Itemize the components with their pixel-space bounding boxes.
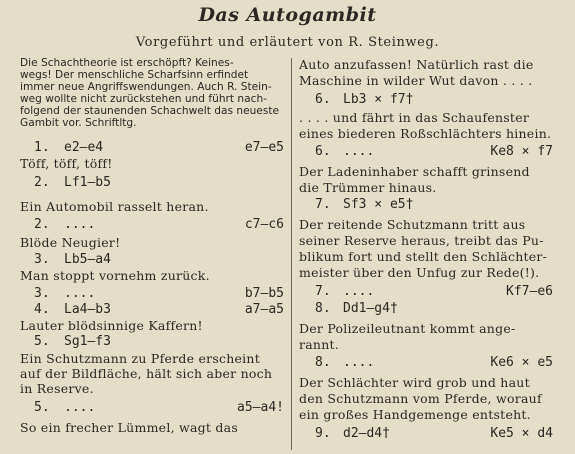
comment-line: Auto anzufassen! Natürlich rast die [299,57,534,72]
comment-line: auf der Bildfläche, hält sich aber noch [20,366,273,381]
byline: Vorgeführt und erläutert von R. Steinweg. [135,35,440,50]
comment-line: meister über den Unfug zur Rede(!). [299,265,540,280]
move-number: 5. [34,334,50,349]
white-move: .... [64,286,96,301]
move-number: 9. [315,426,331,441]
move-number: 3. [34,286,50,301]
move-number: 2. [34,217,50,232]
comment-line: seiner Reserve heraus, treibt das Pu- [299,233,544,248]
comment-line: in Reserve. [20,381,94,396]
comment-line: Man stoppt vornehm zurück. [20,268,210,283]
move-number: 6. [315,144,331,159]
comment-line: ein großes Handgemenge entsteht. [299,407,531,422]
intro-line: weg wollte nicht zurückstehen und führt nach- [20,93,267,105]
white-move: .... [64,400,96,415]
white-move: d2—d4† [343,426,390,441]
comment-line: Der Ladeninhaber schafft grinsend [299,164,530,179]
comment-line: . . . . und fährt in das Schaufenster [299,110,530,125]
comment-line: Blöde Neugier! [20,235,121,250]
comment-line: Der Polizeileutnant kommt ange- [299,321,516,336]
move-number: 1. [34,140,50,155]
black-move: c7—c6 [244,217,284,232]
white-move: La4—b3 [64,302,111,317]
move-number: 8. [315,301,331,316]
white-move: Sg1—f3 [64,334,111,349]
article-title: Das Autogambit [198,4,377,26]
move-number: 5. [34,400,50,415]
white-move: .... [64,217,96,232]
white-move: Lb3 × f7† [343,92,414,107]
black-move: Kf7—e6 [506,284,553,299]
column-divider [291,58,292,450]
comment-line: Ein Automobil rasselt heran. [20,199,209,214]
intro-line: immer neue Angriffswendungen. Auch R. Stein- [20,81,272,93]
white-move: Sf3 × e5† [343,197,414,212]
comment-line: Töff, töff, töff! [20,156,113,171]
comment-line: blikum fort und stellt den Schlächter- [299,249,548,264]
white-move: Lb5—a4 [64,252,111,267]
move-number: 7. [315,197,331,212]
comment-line: eines biederen Roßschlächters hinein. [299,126,552,141]
move-number: 2. [34,175,50,190]
black-move: Ke5 × d4 [490,426,553,441]
black-move: Ke6 × e5 [490,355,553,370]
black-move: a5—a4! [237,400,284,415]
move-number: 8. [315,355,331,370]
white-move: e2—e4 [64,140,104,155]
comment-line: So ein frecher Lümmel, wagt das [20,420,239,435]
white-move: .... [343,355,375,370]
intro-line: Gambit vor. Schriftltg. [20,117,137,129]
intro-line: folgend der staunenden Schachwelt das neueste [20,105,280,117]
comment-line: Lauter blödsinnige Kaffern! [20,318,203,333]
comment-line: rannt. [299,337,340,352]
comment-line: Maschine in wilder Wut davon . . . . [299,73,533,88]
comment-line: Ein Schutzmann zu Pferde erscheint [20,351,261,366]
intro-line: Die Schachtheorie ist erschöpft? Keines- [20,57,234,69]
intro-line: wegs! Der menschliche Scharfsinn erfindet [20,69,249,81]
comment-line: die Trümmer hinaus. [299,180,437,195]
move-number: 6. [315,92,331,107]
comment-line: den Schutzmann vom Pferde, worauf [299,391,542,406]
white-move: .... [343,284,375,299]
comment-line: Der Schlächter wird grob und haut [299,375,530,390]
white-move: Lf1—b5 [64,175,111,190]
black-move: Ke8 × f7 [490,144,553,159]
black-move: e7—e5 [244,140,284,155]
move-number: 3. [34,252,50,267]
white-move: .... [343,144,375,159]
move-number: 4. [34,302,50,317]
black-move: b7—b5 [244,286,284,301]
move-number: 7. [315,284,331,299]
white-move: Dd1—g4† [343,301,398,316]
comment-line: Der reitende Schutzmann tritt aus [299,217,526,232]
black-move: a7—a5 [244,302,284,317]
